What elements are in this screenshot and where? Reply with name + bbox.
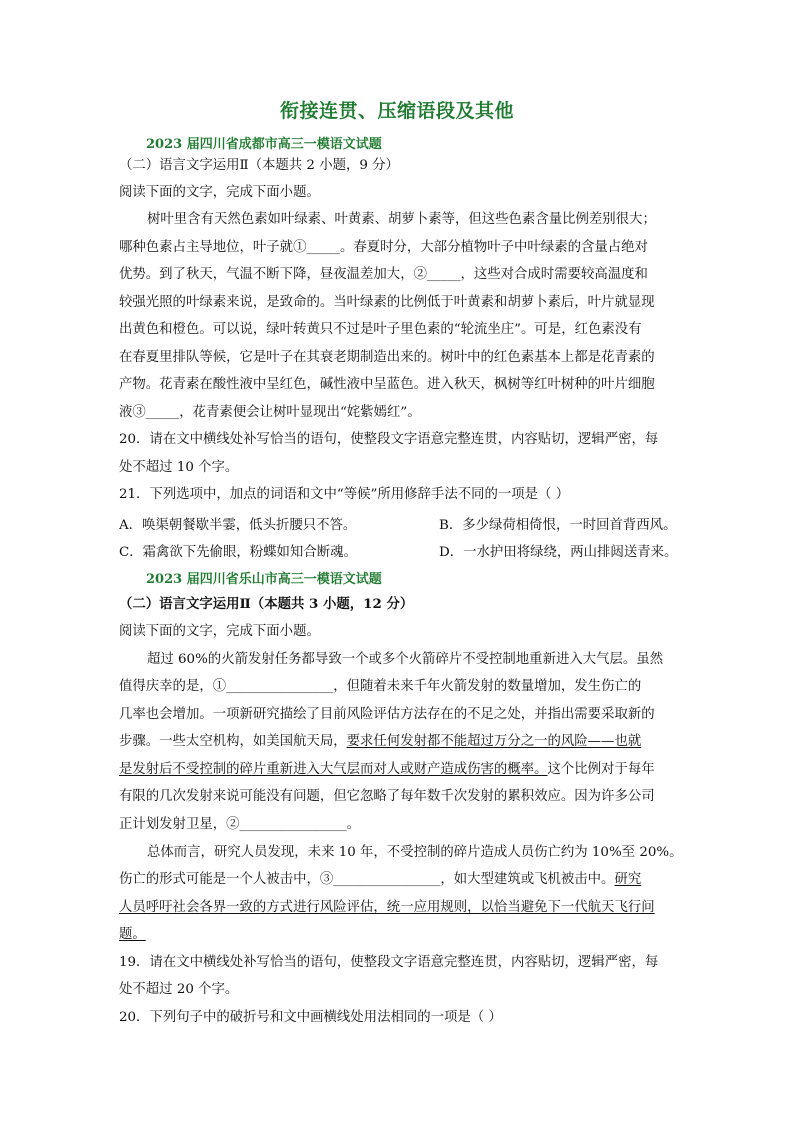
option-a: A．唤渠朝餐歇半霎，低头折腰只不答。 — [119, 518, 357, 533]
passage2-text: 伤亡的形式可能是一个人被击中，③________________，如大型建筑或飞机被击中。 — [119, 872, 615, 887]
option-d: D．一水护田将绿绕，两山排闼送青来。 — [439, 545, 678, 560]
passage2-text: 步骤。一些太空机构，如美国航天局， — [119, 734, 347, 749]
passage2-line: 正计划发射卫星，②________________。 — [119, 817, 361, 832]
question-20-b: 20．下列句子中的破折号和文中画横线处用法相同的一项是（ ） — [119, 1010, 502, 1025]
passage2-line: 总体而言，研究人员发现，未来 10 年，不受控制的碎片造成人员伤亡约为 10%至 20%。 — [147, 845, 683, 860]
underlined-sentence: 题。 — [119, 927, 146, 942]
section1-intro: 阅读下面的文字，完成下面小题。 — [119, 185, 320, 200]
page-title: 衔接连贯、压缩语段及其他 — [279, 100, 514, 122]
passage2-line — [119, 871, 679, 889]
question-21: 21．下列选项中，加点的词语和文中“等候”所用修辞手法不同的一项是（ ） — [119, 487, 570, 502]
passage1-line: 哪种色素占主导地位，叶子就①_____。春夏时分，大部分植物叶子中叶绿素的含量占绝对 — [119, 240, 648, 255]
option-b: B．多少绿荷相倚恨，一时回首背西风。 — [439, 518, 677, 533]
passage1-line: 出黄色和橙色。可以说，绿叶转黄只不过是叶子里色素的“轮流坐庄”。可是，红色素没有 — [119, 322, 642, 337]
question-20-line: 20．请在文中横线处补写恰当的语句，使整段文字语意完整连贯，内容贴切，逻辑严密，每 — [119, 432, 659, 447]
passage2-text: 这个比例对于每年 — [547, 762, 655, 777]
passage1-line: 液③_____，花青素便会让树叶显现出“姹紫嫣红”。 — [119, 405, 421, 420]
underlined-sentence: 要求任何发射都不能超过万分之一的风险——也就 — [346, 734, 642, 749]
section1-header: （二）语言文字运用Ⅱ（本题共 2 小题，9 分） — [119, 158, 399, 173]
section2-header: （二）语言文字运用Ⅱ（本题共 3 小题，12 分） — [119, 596, 414, 612]
question-19-line: 19．请在文中横线处补写恰当的语句，使整段文字语意完整连贯，内容贴切，逻辑严密，每 — [119, 955, 659, 970]
passage1-line: 产物。花青素在酸性液中呈红色，碱性液中呈蓝色。进入秋天，枫树等红叶树种的叶片细胞 — [119, 377, 655, 392]
section2-intro: 阅读下面的文字，完成下面小题。 — [119, 624, 320, 639]
passage2-line — [119, 761, 679, 779]
passage1-line: 在春夏里排队等候，它是叶子在其衰老期制造出来的。树叶中的红色素基本上都是花青素的 — [119, 350, 655, 365]
option-c: C．霜禽欲下先偷眼，粉蝶如知合断魂。 — [119, 545, 357, 560]
passage2-line: 超过 60%的火箭发射任务都导致一个或多个火箭碎片不受控制地重新进入大气层。虽然 — [147, 652, 664, 667]
passage2-line: 几率也会增加。一项新研究描绘了目前风险评估方法存在的不足之处，并指出需要采取新的 — [119, 707, 655, 722]
question-19-line: 处不超过 20 个字。 — [119, 982, 239, 997]
passage2-line: 有限的几次发射来说可能没有问题，但它忽略了每年数千次发射的累积效应。因为许多公司 — [119, 789, 655, 804]
passage1-line: 优势。到了秋天，气温不断下降，昼夜温差加大，②_____，这些对合成时需要较高温度和 — [119, 267, 648, 282]
underlined-sentence: 研究 — [614, 872, 642, 887]
question-20-line: 处不超过 10 个字。 — [119, 460, 239, 475]
section2-source: 2023 届四川省乐山市高三一模语文试题 — [146, 572, 382, 587]
passage1-line: 较强光照的叶绿素来说，是致命的。当叶绿素的比例低于叶黄素和胡萝卜素后，叶片就显现 — [119, 295, 655, 310]
underlined-sentence: 人员呼吁社会各界一致的方式进行风险评估，统一应用规则，以恰当避免下一代航天飞行问 — [119, 900, 655, 915]
passage2-line — [119, 733, 679, 751]
passage1-line: 树叶里含有天然色素如叶绿素、叶黄素、胡萝卜素等，但这些色素含量比例差别很大； — [147, 212, 656, 227]
passage2-line: 值得庆幸的是，①________________，但随着未来千年火箭发射的数量增加，发生伤亡的 — [119, 679, 642, 694]
underlined-sentence: 是发射后不受控制的碎片重新进入大气层而对人或财产造成伤害的概率。 — [119, 762, 548, 777]
section1-source: 2023 届四川省成都市高三一模语文试题 — [146, 137, 382, 152]
